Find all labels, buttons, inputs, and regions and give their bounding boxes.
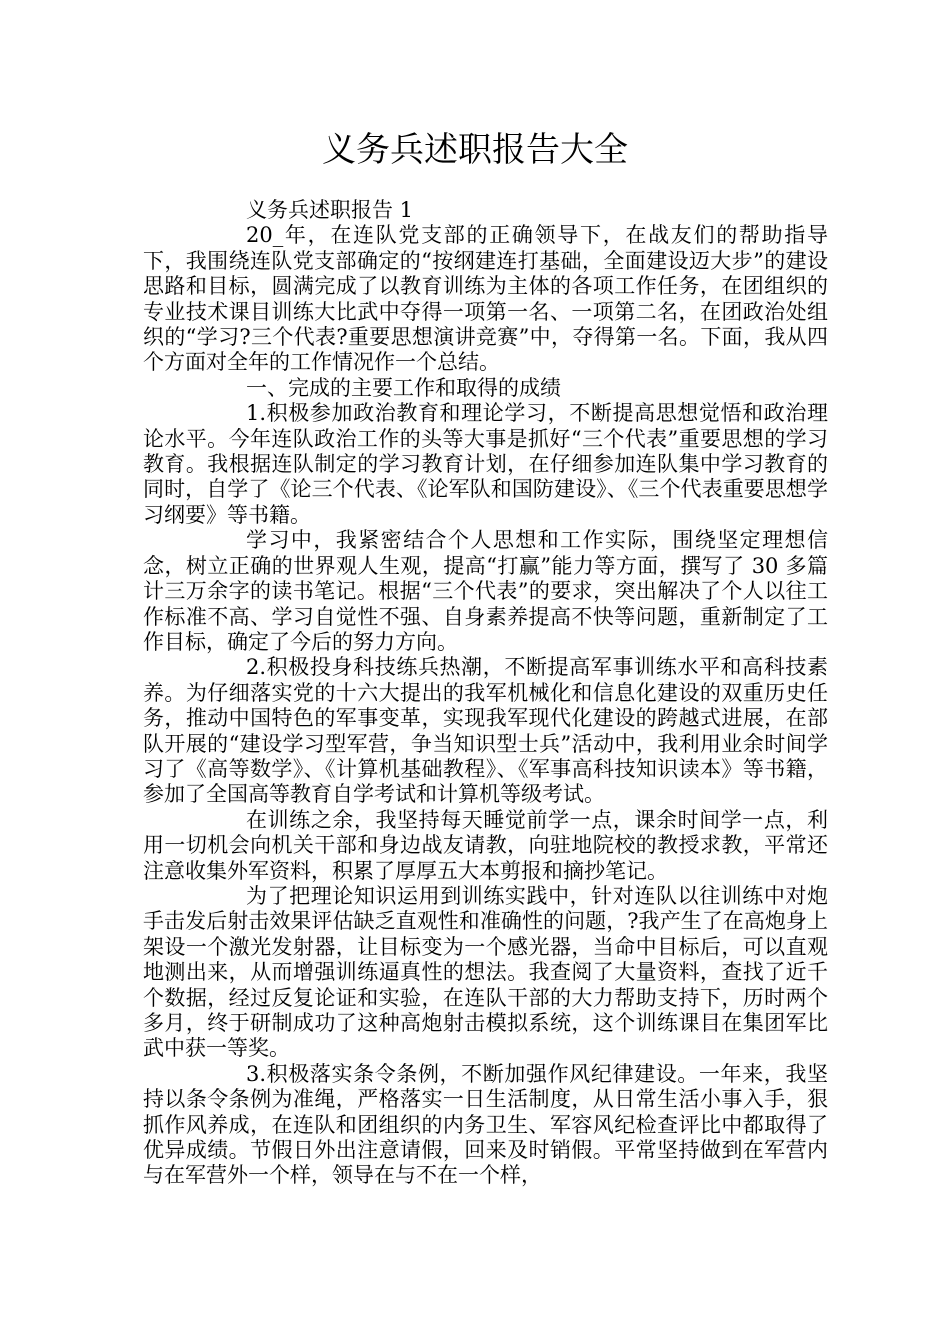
document-body	[143, 198, 828, 1189]
paragraph-study-notes: 学习中，我紧密结合个人思想和工作实际，围绕坚定理想信念，树立正确的世界观人生观，提高“打赢”能力等方面，撰写了 30 多篇计三万余字的读书笔记。根据“三个代表”的要求，突出解决了个人以往工作标准不高、学习自觉性不强、自身素养提高不快等问题，重新制定了工作目标，确定了今后的努力方向。	[143, 528, 828, 654]
paragraph-simulation-system: 为了把理论知识运用到训练实践中，针对连队以往训练中对炮手击发后射击效果评估缺乏直观性和准确性的问题，?我产生了在高炮身上架设一个激光发射器，让目标变为一个感光器，当命中目标后，可以直观地测出来，从而增强训练逼真性的想法。我查阅了大量资料，查找了近千个数据，经过反复论证和实验，在连队干部的大力帮助支持下，历时两个多月，终于研制成功了这种高炮射击模拟系统，这个训练课目在集团军比武中获一等奖。	[143, 883, 828, 1061]
paragraph-self-study: 在训练之余，我坚持每天睡觉前学一点，课余时间学一点，利用一切机会向机关干部和身边战友请教，向驻地院校的教授求教，平常还注意收集外军资料，积累了厚厚五大本剪报和摘抄笔记。	[143, 807, 828, 883]
paragraph-intro: 20_年，在连队党支部的正确领导下，在战友们的帮助指导下，我围绕连队党支部确定的“按纲建连打基础，全面建设迈大步”的建设思路和目标，圆满完成了以教育训练为主体的各项工作任务，在团组织的专业技术课目训练大比武中夺得一项第一名、一项第二名，在团政治处组织的“学习?三个代表?重要思想演讲竞赛”中，夺得第一名。下面，我从四个方面对全年的工作情况作一个总结。	[143, 223, 828, 375]
report-subtitle: 义务兵述职报告 1	[246, 198, 414, 222]
paragraph-discipline: 3.积极落实条令条例，不断加强作风纪律建设。一年来，我坚持以条令条例为准绳，严格落实一日生活制度，从日常生活小事入手，狠抓作风养成，在连队和团组织的内务卫生、军容风纪检查评比中都取得了优异成绩。节假日外出注意请假，回来及时销假。平常坚持做到在军营内与在军营外一个样，领导在与不在一个样，	[143, 1061, 828, 1188]
document-title: 义务兵述职报告大全	[322, 130, 628, 170]
paragraph-tech-training: 2.积极投身科技练兵热潮，不断提高军事训练水平和高科技素养。为仔细落实党的十六大提出的我军机械化和信息化建设的双重历史任务，推动中国特色的军事变革，实现我军现代化建设的跨越式进展，在部队开展的“建设学习型军营，争当知识型士兵”活动中，我利用业余时间学习了《高等数学》、《计算机基础教程》、《军事高科技知识读本》等书籍，参加了全国高等教育自学考试和计算机等级考试。	[143, 655, 828, 807]
section-heading: 一、完成的主要工作和取得的成绩	[246, 375, 561, 400]
paragraph-political-study: 1.积极参加政治教育和理论学习，不断提高思想觉悟和政治理论水平。今年连队政治工作的头等大事是抓好“三个代表”重要思想的学习教育。我根据连队制定的学习教育计划，在仔细参加连队集中学习教育的同时，自学了《论三个代表、《论军队和国防建设》、《三个代表重要思想学习纲要》等书籍。	[143, 401, 828, 527]
